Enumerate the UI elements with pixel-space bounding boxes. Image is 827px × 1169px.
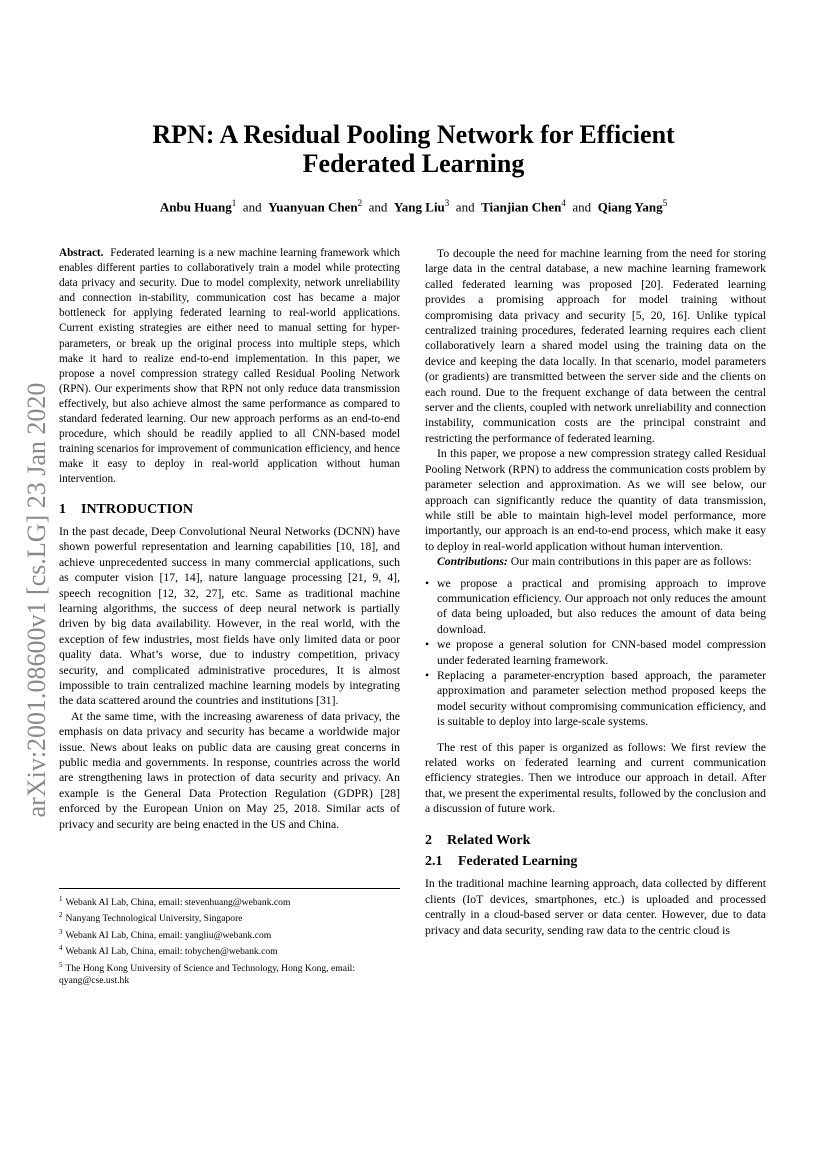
author-affiliation-mark: 5 xyxy=(662,198,668,208)
author-list xyxy=(0,198,827,215)
footnote xyxy=(59,959,400,988)
list-item: • we propose a general solution for CNN-based model compression under federated learning framework. xyxy=(437,637,766,668)
title-line-1: RPN: A Residual Pooling Network for Efficient xyxy=(152,120,675,149)
author-separator: and xyxy=(242,199,262,215)
footnote-text: The Hong Kong University of Science and Technology, Hong Kong, email: qyang@cse.ust.hk xyxy=(59,963,355,987)
footnote-text: Webank AI Lab, China, email: yangliu@webank.com xyxy=(65,930,272,942)
footnote-mark: 2 xyxy=(59,911,63,920)
body-paragraph: The rest of this paper is organized as follows: We first review the related works on federated learning and current communication efficiency strategies. Then we introduce our approach in detail. After that, we present the experimental results, followed by the conclusion and a discussion of future work. xyxy=(425,740,766,816)
author-affiliation-mark: 1 xyxy=(231,198,237,208)
contributions-paragraph xyxy=(425,554,766,569)
section-number: 1 xyxy=(59,501,66,517)
author-affiliation-mark: 4 xyxy=(561,198,566,208)
subsection-title: Federated Learning xyxy=(458,854,578,870)
paper-title xyxy=(0,120,827,178)
body-paragraph: To decouple the need for machine learning from the need for storing large data in the central database, a new machine learning framework called federated learning was proposed [20]. Federated learning provides a promising approach for model training without compromising data privacy and security [5, 20, 16]. Unlike typical centralized training procedures, federated learning requires each client collaboratively learn a shared model using the training data on the device and keeping the data locally. In that scenario, model parameters (or gradients) are transmitted between the server side and the clients on each round. Due to the frequent exchange of data between the central server and the clients, coupled with network unreliability and connection instability, communication costs are the principal constraint and restricting the performance of federated learning. xyxy=(425,247,766,445)
section-heading xyxy=(425,833,766,848)
author-separator: and xyxy=(368,199,388,215)
subsection-number: 2.1 xyxy=(425,854,443,870)
contributions-text: Our main contributions in this paper are as follows: xyxy=(510,555,752,569)
section-heading xyxy=(59,502,400,517)
section-number: 2 xyxy=(425,832,432,848)
author-name: Qiang Yang xyxy=(597,199,663,215)
abstract-label: Abstract. xyxy=(59,247,104,259)
author-name: Anbu Huang xyxy=(159,199,232,215)
section-title: Related Work xyxy=(447,832,531,848)
author-affiliation-mark: 3 xyxy=(444,198,450,208)
author-name: Yang Liu xyxy=(393,199,445,215)
title-line-2: Federated Learning xyxy=(302,149,525,178)
footnote-text: Webank AI Lab, China, email: tobychen@webank.com xyxy=(65,946,278,958)
footnote-mark: 4 xyxy=(59,944,63,953)
footnote-mark: 3 xyxy=(59,927,63,936)
list-item: • Replacing a parameter-encryption based approach, the parameter approximation and parameter selection method proposed keeps the model security without compromising communication efficiency, and is suitable to deploy into large-scale systems. xyxy=(437,668,766,730)
body-paragraph: In the traditional machine learning approach, data collected by different clients (IoT devices, smartphones, etc.) is uploaded and processed centrally in a cloud-based server or data center. However, due to data privacy and data security, sending raw data to the centric cloud is xyxy=(425,877,766,937)
footnote-mark: 5 xyxy=(59,960,63,969)
left-column xyxy=(59,246,400,832)
footnote-rule xyxy=(59,888,400,889)
footnote-text: Webank AI Lab, China, email: stevenhuang@webank.com xyxy=(65,897,291,909)
contributions-label: Contributions: xyxy=(437,555,508,569)
author-separator: and xyxy=(572,199,592,215)
subsection-heading xyxy=(425,854,766,869)
body-paragraph: In the past decade, Deep Convolutional Neural Networks (DCNN) have shown powerful representation and learning capabilities [10, 18], and achieve unprecedented success in many commercial applications, such as computer vision [17, 14], nature language processing [21, 9, 4], speech recognition [12, 32, 27], etc. Same as traditional machine learning algorithms, the success of deep neural network is partially driven by big data availability. However, in the real world, with the exception of few industries, most fields have only limited data or poor quality data. What’s worse, due to industry competition, privacy security, and complicated administrative procedures, It is almost impossible to train centralized machine learning models by integrating the data scattered around the countries and institutions [31]. xyxy=(59,524,400,708)
footnote xyxy=(59,893,400,909)
right-column xyxy=(425,246,766,938)
arxiv-identifier: arXiv:2001.08600v1 [cs.LG] 23 Jan 2020 xyxy=(22,382,51,818)
list-item: • we propose a practical and promising approach to improve communication efficiency. Our approach not only reduces the amount of data being uploaded, but also reduces the amount of data being download. xyxy=(437,576,766,638)
contributions-list xyxy=(425,576,766,730)
footnote-text: Nanyang Technological University, Singapore xyxy=(65,913,243,925)
author-affiliation-mark: 2 xyxy=(357,198,363,208)
footnotes xyxy=(59,893,400,988)
footnote-mark: 1 xyxy=(59,895,63,903)
author-name: Yuanyuan Chen xyxy=(268,199,358,215)
footnote xyxy=(59,909,400,925)
abstract xyxy=(59,246,400,488)
footnote xyxy=(59,926,400,942)
author-name: Tianjian Chen xyxy=(481,199,562,215)
author-separator: and xyxy=(455,199,475,215)
section-title: INTRODUCTION xyxy=(81,501,194,517)
footnote xyxy=(59,942,400,958)
abstract-text: Federated learning is a new machine learning framework which enables different parties to collaboratively train a model while protecting data privacy and security. Due to model complexity, network unreliability and connection in-stability, communication cost has became a major bottleneck for applying federated learning to real-world applications. Current existing strategies are either need to manual setting for hyper-parameters, or break up the original process into multiple steps, which make it hard to realize end-to-end implementation. In this paper, we propose a novel compression strategy called Residual Pooling Network (RPN). Our experiments show that RPN not only reduce data transmission effectively, but also achieve almost the same performance as compared to standard federated learning. Our new approach performs as an end-to-end procedure, which should be readily applied to all CNN-based model training scenarios for improvement of communication efficiency, and hence make it easy to deploy in real-world application without human intervention. xyxy=(59,247,401,486)
body-paragraph: In this paper, we propose a new compression strategy called Residual Pooling Network (RPN) to address the communication costs problem by parameter selection and approximation. As we will see below, our approach can significantly reduce the quantity of data transmission, while still be able to maintain high-level model performance, more importantly, our approach is an end-to-end process, which make it easy to deploy in real-world application without human intervention. xyxy=(425,447,766,553)
body-paragraph: At the same time, with the increasing awareness of data privacy, the emphasis on data privacy and security has became a worldwide major issue. News about leaks on public data are causing great concerns in public media and governments. In response, countries across the world are strengthening laws in protection of data security and privacy. An example is the General Data Protection Regulation (GDPR) [28] enforced by the European Union on May 25, 2018. Similar acts of privacy and security are being enacted in the US and China. xyxy=(59,709,400,831)
